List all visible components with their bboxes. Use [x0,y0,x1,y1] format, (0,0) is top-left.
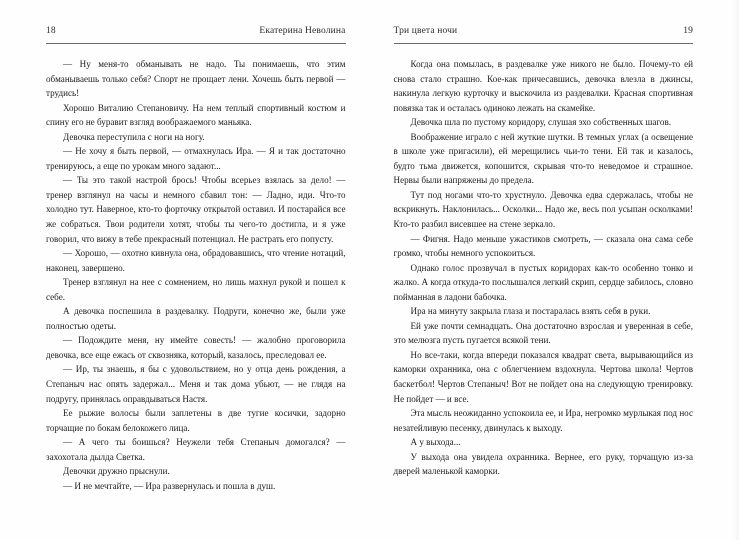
paragraph: — Ну меня-то обманывать не надо. Ты понимаешь, что этим обманываешь только себя? Спорт не прощает лени. Хочешь быть первой — трудись! [46,59,346,99]
left-page-body-text [46,57,346,493]
paragraph: — Не хочу я быть первой, — отмахнулась Ира. — Я и так достаточно тренируюсь, а еще по урокам много задают... [46,146,346,171]
paragraph: — А чего ты боишься? Неужели тебя Степаныч домогался? — захохотала дылда Светка. [46,437,346,462]
paragraph: Воображение играло с ней жуткие шутки. В темных углах (а освещение в школе уже пригасили), ей мерещились чьи-то тени. Ей так и казалось, будто тьма движется, копошится, скрывая что-то неведомое и страшное. Нервы были напряжены до предела. [393,131,693,186]
paragraph: — Подождите меня, ну имейте совесть! — жалобно проговорила девочка, все еще ежась от сквозняка, который, казалось, преследовал ее. [46,335,346,360]
paragraph: — И не мечтайте, — Ира развернулась и пошла в душ. [63,480,276,491]
paragraph: Девочка шла по пустому коридору, слушая эхо собственных шагов. [410,117,672,128]
paragraph: Девочка переступила с ноги на ногу. [63,131,205,142]
paragraph: Когда она помылась, в раздевалке уже никого не было. Почему-то ей снова стало страшно. Кое-как причесавшись, девочка влезла в джинсы, накинула легкую курточку и выскочила из раздевалки. Красная спортивная повязка так и осталась одиноко лежать на скамейке. [393,59,693,113]
left-page-running-head [46,26,346,44]
paragraph: Тут под ногами что-то хрустнуло. Девочка едва сдержалась, чтобы не вскрикнуть. Наклонилась... Осколки... Надо же, весь пол усыпан осколками! Кто-то разбил висевшее на стене зеркало. [393,189,693,230]
paragraph: Эта мысль неожиданно успокоила ее, и Ира, негромко мурлыкая под нос незатейливую песенку, двинулась к выходу. [393,408,693,433]
paragraph: — Ир, ты знаешь, я бы с удовольствием, но у отца день рождения, а Степаныч нас опять задержал... Меня и так дома убьют, — не глядя на подругу, принялась оправдываться Настя. [46,364,346,404]
paragraph: Тренер взглянул на нее с сомнением, но лишь махнул рукой и пошел к себе. [46,277,346,302]
paragraph: — Ты это такой настрой брось! Чтобы всерьез взялась за дело! — тренер взглянул на часы и немного сбавил тон: — Ладно, иди. Что-то холодно тут. Наверное, кто-то форточку открытой оставил. И постарайся все же собраться. Твои родители хотят, чтобы ты чего-то достигла, и я уже говорил, что вижу в тебе прекрасный потенциал. Не растрать его попусту. [46,175,346,244]
paragraph: У выхода она увидела охранника. Вернее, его руку, торчащую из-за дверей маленькой каморки. [393,451,693,477]
right-page-number: 19 [683,26,693,36]
right-page-running-head [394,26,694,44]
paragraph: Хорошо Виталию Степановичу. На нем теплый спортивный костюм и спину его не буравит взгляд воображаемого маньяка. [46,102,346,128]
right-page-book-title: Три цвета ночи [393,26,458,36]
left-page-number: 18 [46,26,56,36]
paragraph: — Фигня. Надо меньше ужастиков смотреть, — сказала она сама себе громко, чтобы немного успокоиться. [393,233,693,259]
paragraph: Однако голос прозвучал в пустых коридорах как-то особенно тонко и жалко. А когда откуда-то послышался легкий скрип, сердце забилось, словно пойманная в ладони бабочка. [393,262,693,302]
paragraph: — Хорошо, — охотно кивнула она, обрадовавшись, что чтение нотаций, наконец, завершено. [46,248,346,273]
paragraph: Девочки дружно прыснули. [63,466,170,477]
paragraph: Ира на минуту закрыла глаза и постаралась взять себя в руки. [410,306,651,317]
right-page [370,0,739,540]
right-page-body-text [394,57,694,479]
paragraph: Но все-таки, когда впереди показался квадрат света, вырывающийся из каморки охранника, она с облегчением вздохнула. Чертова школа! Чертов баскетбол! Чертов Степаныч! Вот не пойдет она на следующую тренировку. Не пойдет — и все. [393,349,693,404]
paragraph: Ее рыжие волосы были заплетены в две тугие косички, задорно торчащие по бокам белокожего лица. [46,408,346,433]
paragraph: А девочка поспешила в раздевалку. Подруги, конечно же, были уже полностью одеты. [46,306,346,331]
paragraph: А у выхода... [410,437,461,448]
paragraph: Ей уже почти семнадцать. Она достаточно взрослая и уверенная в себе, это мелюзга пусть пугается всякой тени. [393,320,693,346]
left-page-author-name: Екатерина Неволина [259,26,346,36]
